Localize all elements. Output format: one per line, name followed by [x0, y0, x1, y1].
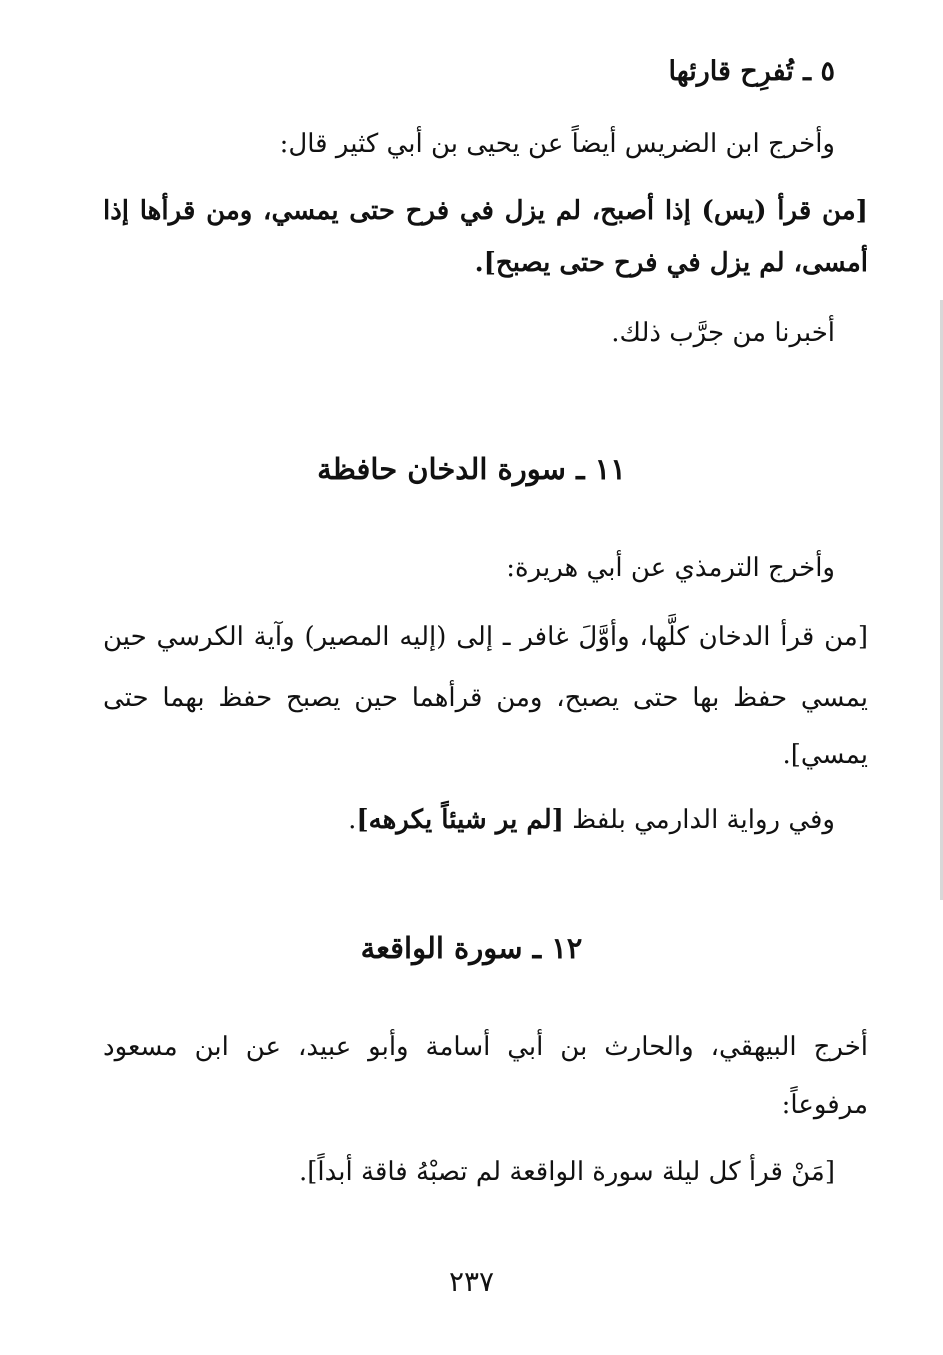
section-11-note-prefix: وفي رواية الدارمي بلفظ: [563, 805, 835, 835]
section-11-note-bold: [لم ير شيئاً يكرهه]: [356, 805, 564, 835]
section-5-quote-line-2: أمسى، لم يزل في فرح حتى يصبح].: [474, 248, 868, 278]
section-11-quote-line-1: [من قرأ الدخان كلَّها، وأوَّلَ غافر ـ إلى (إليه المصير) وآية الكرسي حين: [103, 622, 868, 652]
section-12-heading: ١٢ ـ سورة الواقعة: [360, 931, 583, 965]
section-11-note-suffix: .: [348, 805, 357, 835]
section-11-heading: ١١ ـ سورة الدخان حافظة: [317, 452, 626, 486]
section-5-quote-line-1: [من قرأ (يس) إذا أصبح، لم يزل في فرح حتى يمسي، ومن قرأها إذا: [103, 196, 868, 226]
section-11-quote-line-3: يمسي].: [782, 740, 868, 770]
section-5-note: أخبرنا من جرَّب ذلك.: [611, 318, 835, 348]
page-number: ٢٣٧: [448, 1265, 495, 1298]
section-5-heading: ٥ ـ تُفرِح قارئها: [668, 56, 835, 87]
section-5-intro: وأخرج ابن الضريس أيضاً عن يحيى بن أبي كثير قال:: [279, 129, 835, 159]
section-12-quote: [مَنْ قرأ كل ليلة سورة الواقعة لم تصبْهُ فاقة أبداً].: [299, 1157, 835, 1187]
section-11-quote-line-2: يمسي حفظ بها حتى يصبح، ومن قرأهما حين يصبح حفظ بهما حتى: [103, 683, 868, 713]
section-11-intro: وأخرج الترمذي عن أبي هريرة:: [506, 553, 835, 583]
section-11-note: [105, 800, 835, 840]
section-12-intro-line-1: أخرج البيهقي، والحارث بن أبي أسامة وأبو عبيد، عن ابن مسعود: [103, 1032, 868, 1062]
section-12-intro-line-2: مرفوعاً:: [781, 1090, 868, 1120]
